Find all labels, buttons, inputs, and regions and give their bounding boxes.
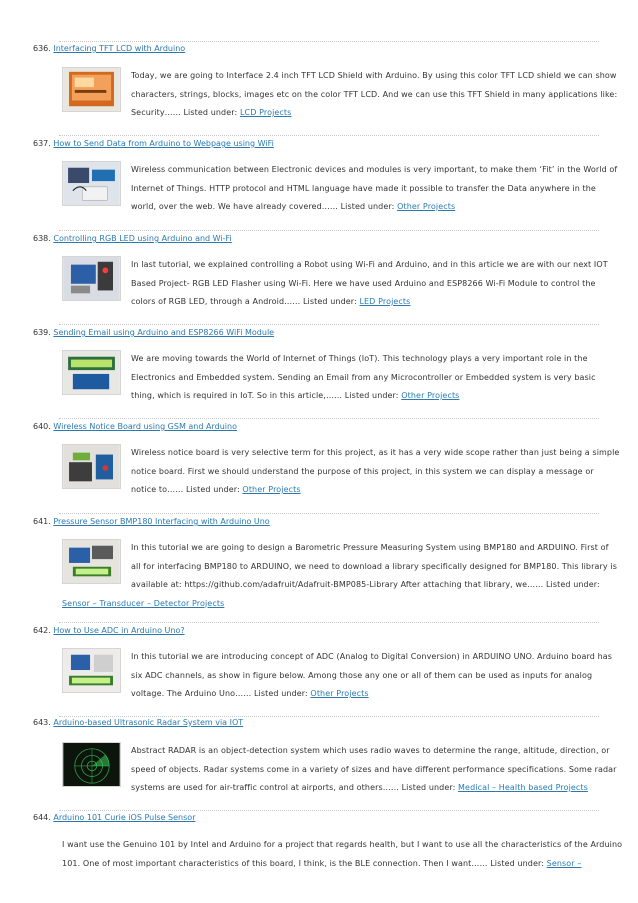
entry-title-line [33, 234, 232, 244]
entry-number: 638. [33, 234, 51, 243]
entry-separator [59, 810, 599, 811]
entry-title-link[interactable]: Sending Email using Arduino and ESP8266 WiFi Module [53, 328, 275, 337]
entry-separator [59, 324, 599, 325]
entry-title-line [33, 422, 237, 432]
description-line: notice board. First we should understand the purpose of this project, in this system we can display a message or [131, 466, 594, 476]
entry-number: 643. [33, 718, 51, 727]
category-link[interactable]: Medical – Health based Projects [458, 783, 588, 792]
entry-thumbnail-rgb-led[interactable] [62, 256, 121, 301]
description-line: We are moving towards the World of Internet of Things (IoT). This technology plays a very important role in the [131, 354, 588, 363]
entry-title-link[interactable]: Controlling RGB LED using Arduino and Wi-Fi [53, 234, 232, 243]
entry-number: 637. [33, 139, 51, 148]
entry-thumbnail-tft-lcd[interactable] [62, 67, 121, 112]
entry-separator [59, 716, 599, 717]
category-link[interactable]: Other Projects [310, 689, 369, 698]
category-link[interactable]: Other Projects [397, 202, 456, 211]
description-line: world, over the web. We have already covered…… Listed under: [131, 202, 398, 211]
description-line: Electronics and Embedded system. Sending an Email from any Microcontroller or Embedded system is very basic [131, 372, 596, 382]
entry-separator [59, 230, 599, 231]
description-line: Security…… Listed under: [131, 108, 240, 117]
description-line: In last tutorial, we explained controlling a Robot using Wi-Fi and Arduino, and in this article we are with our next IOT [131, 260, 608, 269]
entry-separator [59, 135, 599, 136]
entry-description [131, 350, 599, 406]
entry-title-line [33, 813, 195, 823]
description-line: systems are used for air-traffic control at airports, and others…… Listed under: [131, 783, 459, 792]
category-link[interactable]: LED Projects [359, 297, 411, 306]
category-link[interactable]: Other Projects [242, 485, 301, 494]
entry-description [131, 67, 618, 123]
description-line: Internet of Things. HTTP protocol and HTML language have made it possible to transfer the Data anywhere in the [131, 183, 596, 193]
entry-title-line [33, 517, 270, 527]
entry-number: 641. [33, 517, 51, 526]
entry-description [131, 256, 608, 312]
entry-thumbnail-notice-board[interactable] [62, 444, 121, 489]
description-line: colors of RGB LED, through a Android…… Listed under: [131, 297, 360, 306]
description-line: six ADC channels, as show in figure below. Among those any one or all of them can be used as inputs for analog [131, 670, 593, 680]
entry-number: 640. [33, 422, 51, 431]
description-line: notice to…… Listed under: [131, 485, 243, 494]
description-line: available at: https://github.com/adafruit/Adafruit-BMP085-Library After attaching that library, we…… Listed under: [131, 580, 600, 589]
entry-title-link[interactable]: How to Use ADC in Arduino Uno? [53, 626, 185, 635]
entry-thumbnail-email[interactable] [62, 350, 121, 395]
description-line: In this tutorial we are going to design a Barometric Pressure Measuring System using BMP180 and ARDUINO. First of [131, 543, 609, 552]
description-line: Based Project- RGB LED Flasher using Wi-Fi. Here we have used Arduino and ESP8266 Wi-Fi Module to control the [131, 278, 596, 288]
entry-thumbnail-radar[interactable] [62, 742, 121, 787]
description-line: 101. One of most important characteristics of this board, I think, is the BLE connection. Then I want…… Listed under: [62, 858, 547, 868]
entry-title-line [33, 718, 243, 728]
description-line: characters, strings, blocks, images etc on the color TFT LCD. And we can use this TFT Shield in many applications like: [131, 89, 618, 99]
entry-number: 642. [33, 626, 51, 635]
entry-thumbnail-wifi-arduino[interactable] [62, 161, 121, 206]
description-line: voltage. The Arduino Uno…… Listed under: [131, 689, 311, 698]
description-line: Abstract RADAR is an object-detection system which uses radio waves to determine the range, altitude, direction, or [131, 746, 610, 755]
description-line: Wireless communication between Electronic devices and modules is very important, to make them ‘Fit’ in the World of [131, 165, 618, 174]
entry-title-line [33, 328, 274, 338]
category-link[interactable]: Sensor – [546, 858, 582, 868]
entry-title-link[interactable]: How to Send Data from Arduino to Webpage using WiFi [53, 139, 274, 148]
entry-number: 644. [33, 813, 51, 822]
entry-separator [59, 622, 599, 623]
category-link[interactable]: LCD Projects [239, 108, 292, 117]
entry-description [62, 539, 617, 613]
entry-description [131, 161, 618, 217]
description-line: I want use the Genuino 101 by Intel and Arduino for a project that regards health, but I want to use all the characteristics of the Arduino [62, 840, 623, 849]
entry-title-link[interactable]: Pressure Sensor BMP180 Interfacing with Arduino Uno [53, 517, 270, 526]
description-line: speed of objects. Radar systems come in a variety of sizes and have different performance specifications. Some radar [131, 764, 617, 774]
entry-number: 636. [33, 44, 51, 53]
entry-number: 639. [33, 328, 51, 337]
entry-thumbnail-adc[interactable] [62, 648, 121, 693]
entry-title-line [33, 626, 185, 636]
entry-separator [59, 418, 599, 419]
entry-description [62, 836, 623, 873]
category-link[interactable]: Other Projects [401, 391, 460, 400]
entry-thumbnail-bmp180[interactable] [62, 539, 121, 584]
description-line: thing, which is required in IoT. So in this article,…… Listed under: [131, 391, 402, 400]
entry-description [131, 648, 613, 704]
description-line: Today, we are going to Interface 2.4 inch TFT LCD Shield with Arduino. By using this color TFT LCD shield we can show [131, 71, 617, 80]
category-link[interactable]: Sensor – Transducer – Detector Projects [62, 598, 225, 608]
entry-title-link[interactable]: Arduino-based Ultrasonic Radar System via IOT [53, 718, 244, 727]
entry-separator [59, 41, 599, 42]
entry-title-link[interactable]: Interfacing TFT LCD with Arduino [53, 44, 186, 53]
entry-description [131, 444, 620, 500]
entry-title-link[interactable]: Arduino 101 Curie iOS Pulse Sensor [53, 813, 196, 822]
description-line: In this tutorial we are introducing concept of ADC (Analog to Digital Conversion) in ARDUINO UNO. Arduino board has [131, 652, 613, 661]
entry-description [131, 742, 617, 798]
entry-title-line [33, 44, 185, 54]
entry-title-link[interactable]: Wireless Notice Board using GSM and Arduino [53, 422, 237, 431]
description-line: all for interfacing BMP180 to ARDUINO, we need to download a library specifically designed for BMP180. This library is [131, 561, 617, 571]
entry-separator [59, 513, 599, 514]
description-line: Wireless notice board is very selective term for this project, as it has a very wide scope rather than just being a simple [131, 448, 620, 457]
entry-title-line [33, 139, 274, 149]
